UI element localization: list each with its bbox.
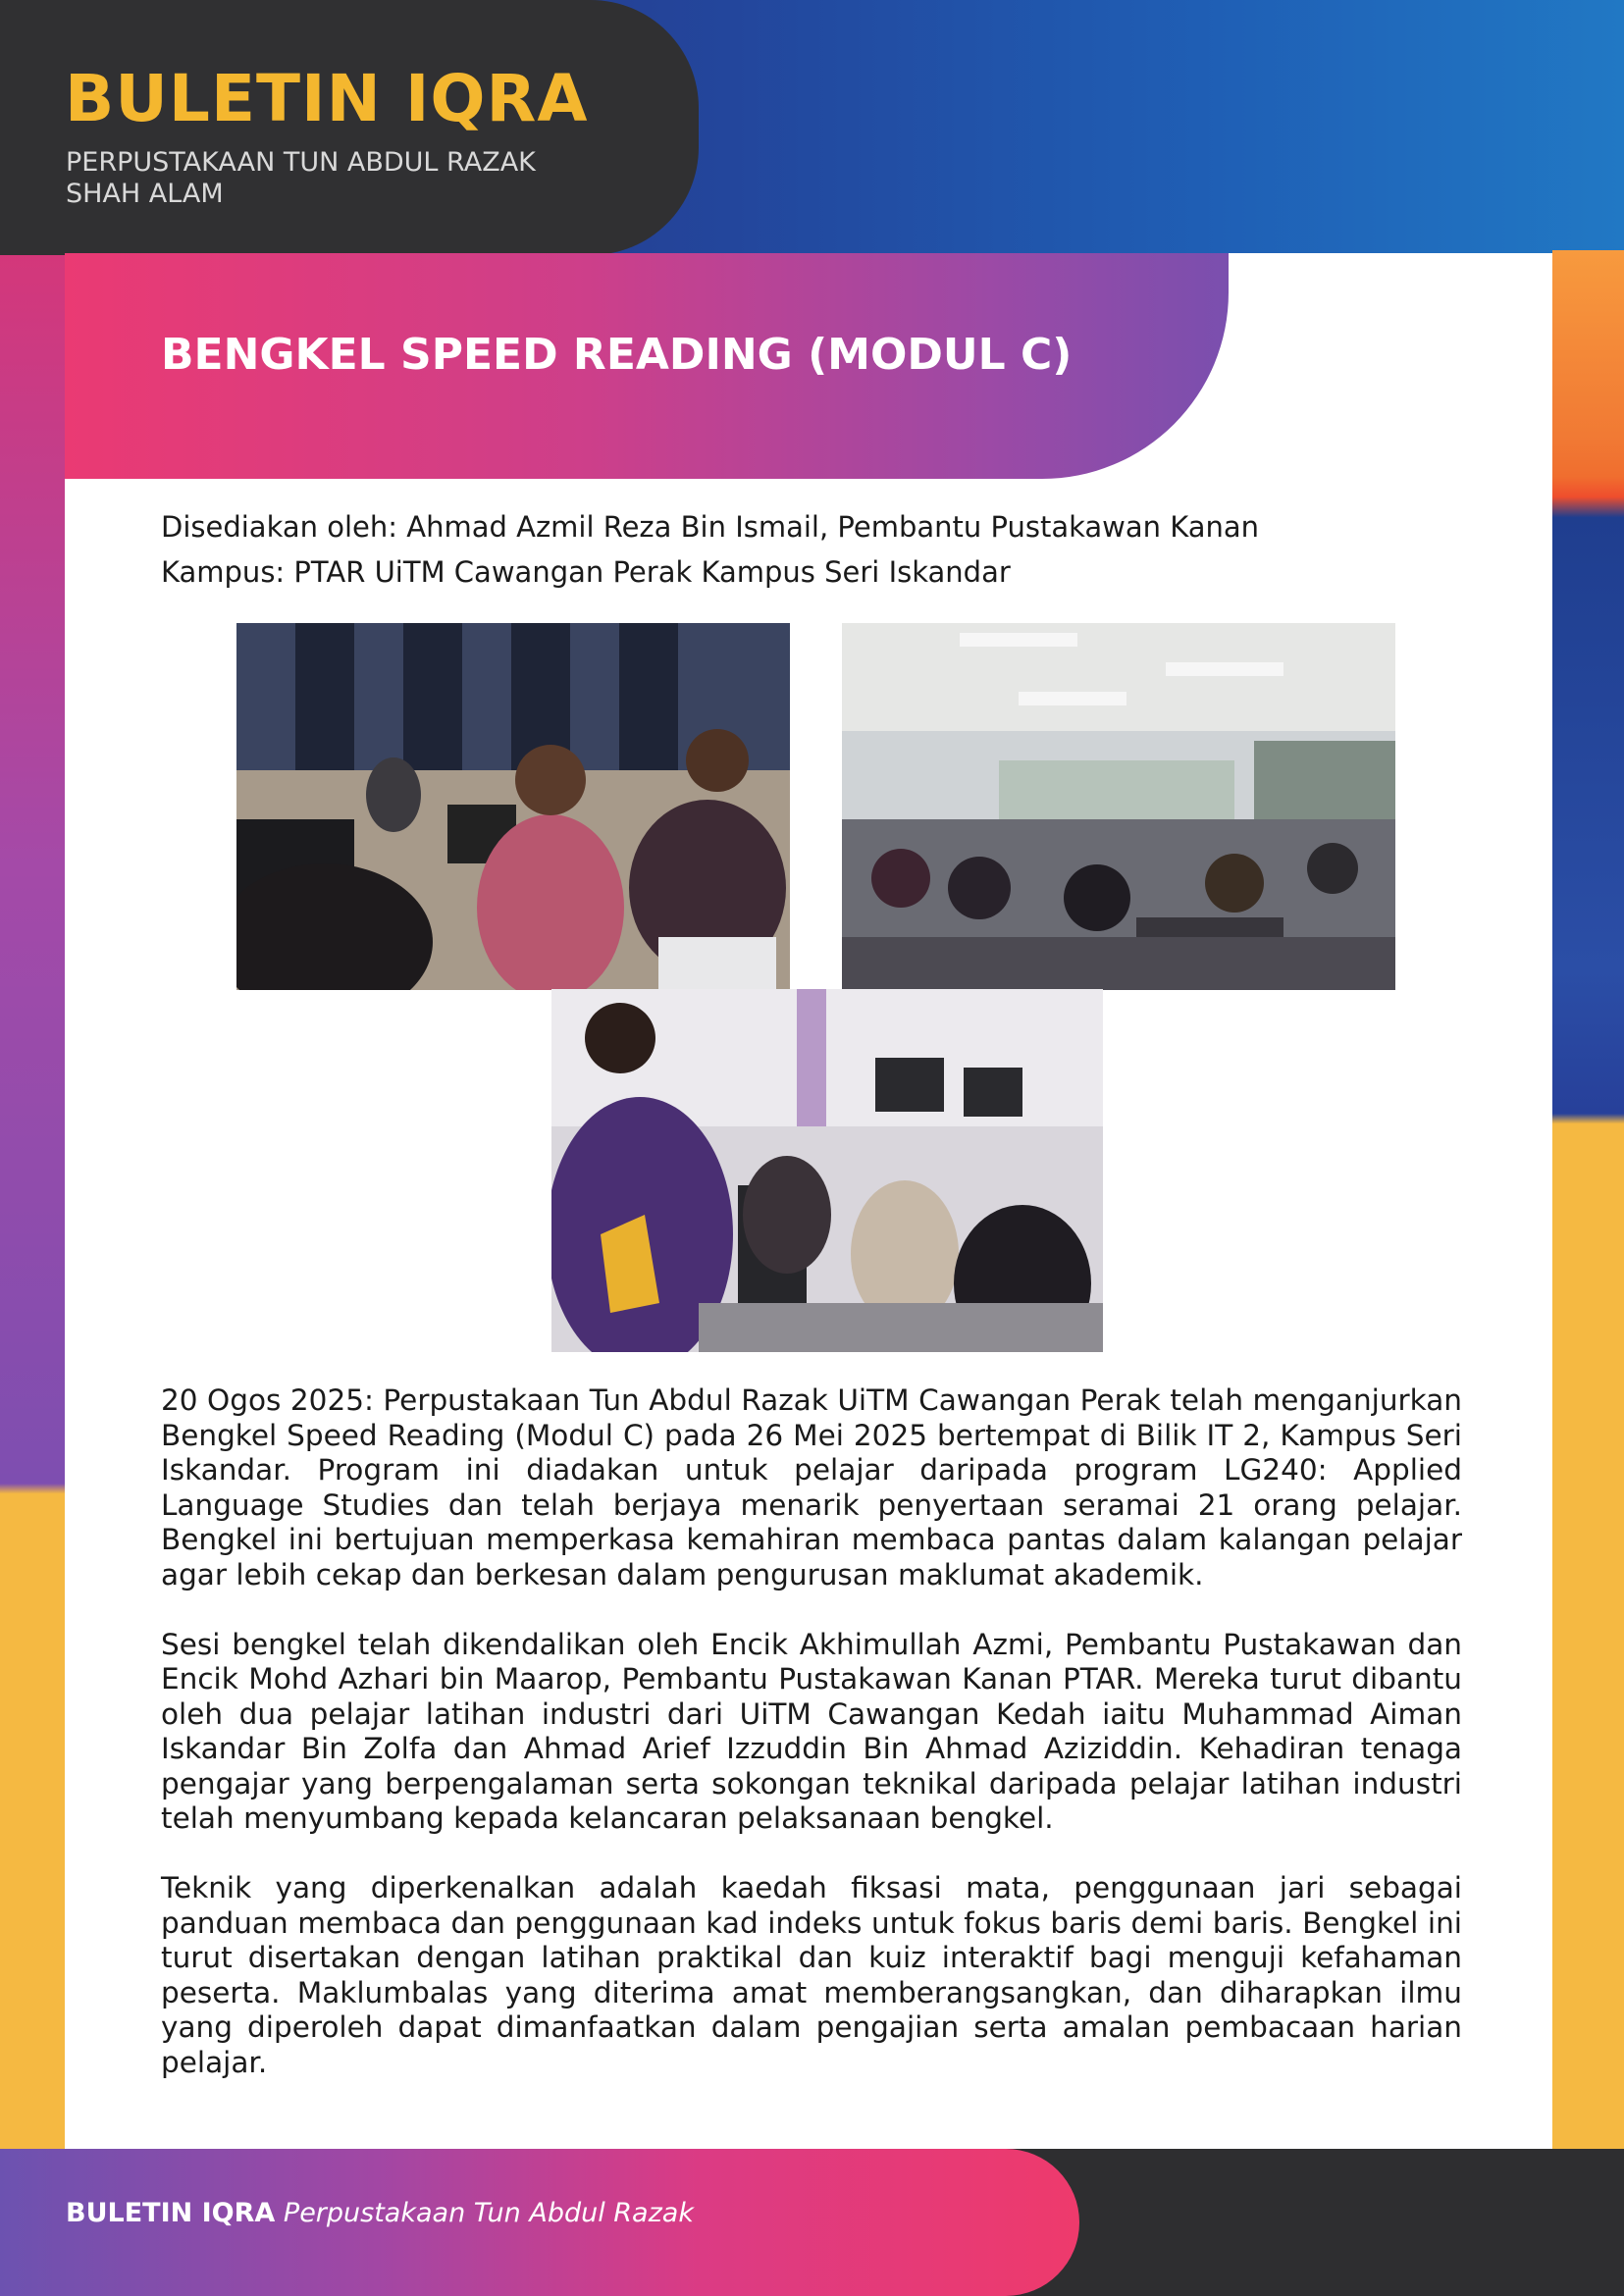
prepared-by: Disediakan oleh: Ahmad Azmil Reza Bin Ismail, Pembantu Pustakawan Kanan: [161, 510, 1260, 544]
byline: [161, 504, 1388, 595]
bulletin-name: BULETIN IQRA: [65, 61, 589, 136]
photo-group-discussion: [236, 623, 790, 990]
photo-facilitator: [551, 989, 1103, 1352]
photo-classroom: [842, 623, 1395, 990]
paragraph-1: 20 Ogos 2025: Perpustakaan Tun Abdul Razak UiTM Cawangan Perak telah menganjurkan Bengkel Speed Reading (Modul C) pada 26 Mei 2025 bertempat di Bilik IT 2, Kampus Seri Iskandar. Program ini diadakan untuk pelajar daripada program LG240: Applied Language Studies dan telah berjaya menarik penyertaan seramai 21 orang pelajar. Bengkel ini bertujuan memperkasa kemahiran membaca pantas dalam kalangan pelajar agar lebih cekap dan berkesan dalam pengurusan maklumat akademik.: [161, 1383, 1462, 1592]
bulletin-subtitle-line-1: PERPUSTAKAAN TUN ABDUL RAZAK: [66, 147, 536, 178]
article-title: BENGKEL SPEED READING (MODUL C): [161, 330, 1073, 380]
paragraph-2: Sesi bengkel telah dikendalikan oleh Encik Akhimullah Azmi, Pembantu Pustakawan dan Encik Mohd Azhari bin Maarop, Pembantu Pustakawan Kanan PTAR. Mereka turut dibantu oleh dua pelajar latihan industri dari UiTM Cawangan Kedah iaitu Muhammad Aiman Iskandar Bin Zolfa dan Ahmad Arief Izzuddin Bin Ahmad Aziziddin. Kehadiran tenaga pengajar yang berpengalaman serta sokongan teknikal daripada pelajar latihan industri telah menyumbang kepada kelancaran pelaksanaan bengkel.: [161, 1627, 1462, 1835]
article-body: [161, 1383, 1462, 2115]
footer-brand: BULETIN IQRA: [66, 2198, 276, 2228]
left-decor-strip: [0, 250, 65, 2296]
paragraph-3: Teknik yang diperkenalkan adalah kaedah fiksasi mata, penggunaan jari sebagai panduan membaca dan penggunaan kad indeks untuk fokus baris demi baris. Bengkel ini turut disertakan dengan latihan praktikal dan kuiz interaktif bagi menguji kefahaman peserta. Maklumbalas yang diterima amat memberangsangkan, dan diharapkan ilmu yang diperoleh dapat dimanfaatkan dalam pengajian serta amalan pembacaan harian pelajar.: [161, 1871, 1462, 2079]
bulletin-subtitle-line-2: SHAH ALAM: [66, 179, 224, 209]
campus: Kampus: PTAR UiTM Cawangan Perak Kampus Seri Iskandar: [161, 555, 1011, 589]
bulletin-subtitle: [66, 147, 674, 210]
right-decor-strip: [1552, 250, 1624, 2296]
footer-caption: [66, 2198, 694, 2228]
footer-tagline: Perpustakaan Tun Abdul Razak: [283, 2198, 694, 2228]
